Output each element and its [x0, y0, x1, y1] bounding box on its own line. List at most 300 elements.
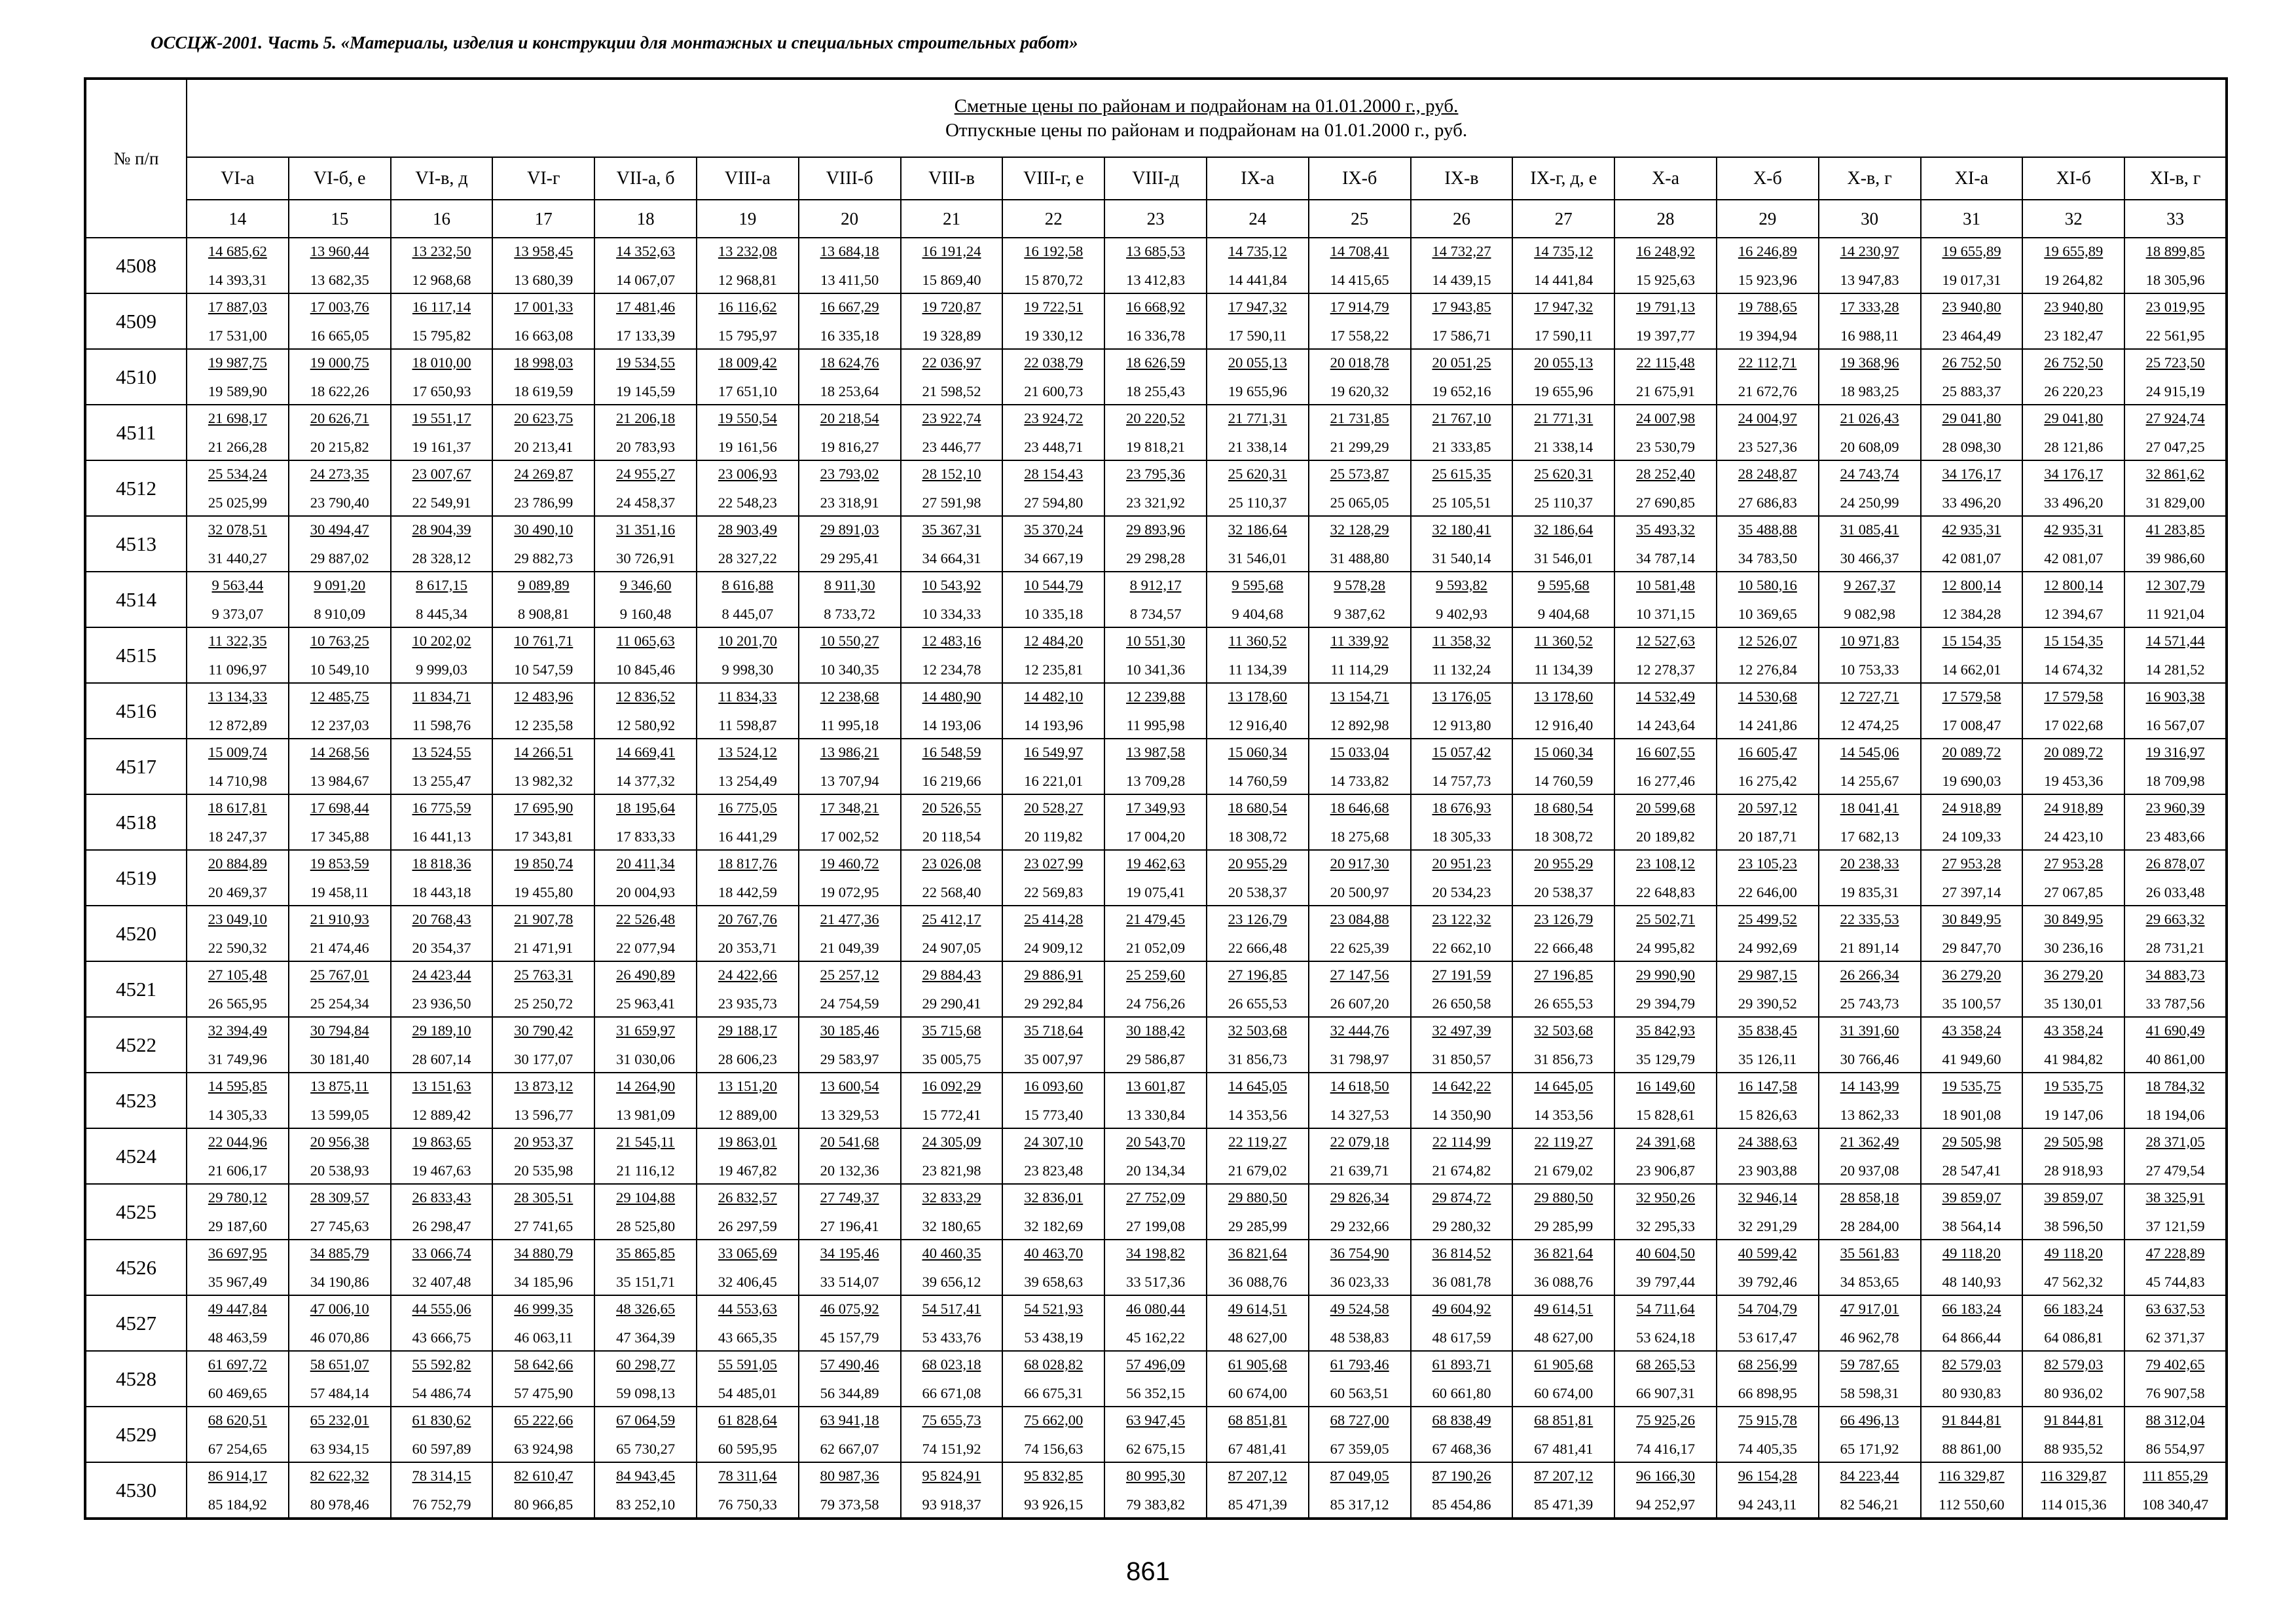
price-cell: [1309, 1240, 1411, 1295]
estimate-price: 27 749,37: [820, 1189, 879, 1206]
release-price: 22 590,32: [208, 939, 267, 956]
release-price: 30 766,46: [1840, 1050, 1899, 1067]
release-price: 29 285,99: [1534, 1217, 1594, 1234]
release-price: 20 004,93: [616, 883, 676, 900]
price-cell: [1819, 1017, 1921, 1073]
release-price: 82 546,21: [1840, 1496, 1899, 1513]
release-price: 18 443,18: [412, 883, 471, 900]
release-price: 13 411,50: [820, 271, 879, 288]
estimate-price: 17 914,79: [1330, 298, 1389, 315]
estimate-price: 32 836,01: [1024, 1189, 1084, 1206]
price-cell: [289, 627, 391, 683]
estimate-price: 13 987,58: [1126, 743, 1186, 760]
estimate-price: 46 075,92: [820, 1300, 879, 1317]
estimate-price: 9 578,28: [1334, 576, 1386, 593]
release-price: 28 525,80: [616, 1217, 676, 1234]
price-cell: [799, 572, 901, 627]
price-cell: [1614, 1073, 1717, 1128]
price-cell: [2022, 1462, 2124, 1519]
price-cell: [901, 906, 1003, 961]
price-cell: [1819, 906, 1921, 961]
release-price: 31 540,14: [1432, 549, 1491, 566]
table-row: [85, 1240, 2227, 1295]
price-cell: [2022, 460, 2124, 516]
estimate-price: 21 362,49: [1840, 1133, 1899, 1150]
estimate-price: 17 695,90: [514, 799, 574, 816]
release-price: 38 596,50: [2044, 1217, 2104, 1234]
price-cell: [2124, 961, 2227, 1017]
estimate-price: 46 999,35: [514, 1300, 574, 1317]
price-cell: [492, 850, 594, 906]
price-cell: [2124, 1462, 2227, 1519]
estimate-price: 32 861,62: [2145, 465, 2205, 482]
release-price: 17 022,68: [2044, 716, 2104, 733]
release-price: 30 181,40: [310, 1050, 369, 1067]
column-number: 30: [1819, 200, 1921, 238]
estimate-price: 46 080,44: [1126, 1300, 1186, 1317]
price-cell: [901, 961, 1003, 1017]
estimate-price: 14 595,85: [208, 1077, 267, 1094]
release-price: 60 674,00: [1534, 1384, 1594, 1401]
release-price: 19 690,03: [1942, 772, 2001, 789]
release-price: 14 760,59: [1228, 772, 1287, 789]
estimate-price: 24 305,09: [922, 1133, 981, 1150]
estimate-price: 84 223,44: [1840, 1467, 1899, 1484]
release-price: 16 219,66: [922, 772, 981, 789]
price-cell: [391, 1240, 493, 1295]
estimate-price: 33 065,69: [718, 1244, 777, 1261]
release-price: 24 915,19: [2145, 382, 2205, 399]
release-price: 22 077,94: [616, 939, 676, 956]
price-cell: [492, 238, 594, 293]
price-cell: [1207, 1017, 1309, 1073]
price-cell: [2124, 349, 2227, 405]
release-price: 14 757,73: [1432, 772, 1491, 789]
release-price: 20 535,98: [514, 1162, 574, 1179]
estimate-price: 35 488,88: [1738, 521, 1797, 538]
estimate-price: 91 844,81: [2044, 1411, 2104, 1428]
release-price: 29 586,87: [1126, 1050, 1186, 1067]
release-price: 31 546,01: [1228, 549, 1287, 566]
release-price: 19 397,77: [1636, 327, 1696, 344]
release-price: 12 384,28: [1942, 605, 2001, 622]
release-price: 24 250,99: [1840, 494, 1899, 511]
row-number: 4518: [85, 794, 187, 850]
release-price: 30 726,91: [616, 549, 676, 566]
release-price: 18 308,72: [1534, 828, 1594, 845]
column-number: 20: [799, 200, 901, 238]
price-cell: [187, 405, 289, 460]
release-price: 18 622,26: [310, 382, 369, 399]
price-cell: [1411, 516, 1513, 572]
estimate-price: 96 154,28: [1738, 1467, 1797, 1484]
release-price: 29 285,99: [1228, 1217, 1287, 1234]
release-price: 57 475,90: [514, 1384, 574, 1401]
price-cell: [1614, 293, 1717, 349]
release-price: 13 412,83: [1126, 271, 1186, 288]
estimate-price: 26 832,57: [718, 1189, 777, 1206]
release-price: 66 907,31: [1636, 1384, 1696, 1401]
estimate-price: 10 763,25: [310, 632, 369, 649]
estimate-price: 35 718,64: [1024, 1022, 1084, 1039]
release-price: 34 783,50: [1738, 549, 1797, 566]
estimate-price: 13 524,55: [412, 743, 471, 760]
estimate-price: 16 667,29: [820, 298, 879, 315]
estimate-price: 16 116,62: [718, 298, 777, 315]
estimate-price: 32 186,64: [1534, 521, 1594, 538]
estimate-price: 19 316,97: [2145, 743, 2205, 760]
release-price: 20 534,23: [1432, 883, 1491, 900]
estimate-price: 29 041,80: [1942, 409, 2001, 426]
price-cell: [391, 238, 493, 293]
release-price: 39 797,44: [1636, 1273, 1696, 1290]
estimate-price: 28 305,51: [514, 1189, 574, 1206]
release-price: 29 298,28: [1126, 549, 1186, 566]
price-cell: [1207, 349, 1309, 405]
price-cell: [391, 1184, 493, 1240]
price-cell: [1819, 460, 1921, 516]
price-cell: [187, 1351, 289, 1407]
estimate-price: 20 543,70: [1126, 1133, 1186, 1150]
price-cell: [492, 1073, 594, 1128]
release-price: 39 656,12: [922, 1273, 981, 1290]
release-price: 65 730,27: [616, 1440, 676, 1457]
release-price: 12 580,92: [616, 716, 676, 733]
estimate-price: 23 122,32: [1432, 910, 1491, 927]
release-price: 16 665,05: [310, 327, 369, 344]
price-cell: [1614, 1184, 1717, 1240]
region-header: VI-в, д: [391, 157, 493, 200]
price-cell: [492, 1407, 594, 1462]
release-price: 20 538,37: [1228, 883, 1287, 900]
price-cell: [1512, 850, 1614, 906]
release-price: 12 968,81: [718, 271, 777, 288]
release-price: 10 369,65: [1738, 605, 1797, 622]
price-cell: [1207, 794, 1309, 850]
release-price: 20 469,37: [208, 883, 267, 900]
release-price: 17 004,20: [1126, 828, 1186, 845]
release-price: 19 072,95: [820, 883, 879, 900]
release-price: 20 353,71: [718, 939, 777, 956]
release-price: 25 963,41: [616, 995, 676, 1012]
release-price: 13 862,33: [1840, 1106, 1899, 1123]
estimate-price: 27 196,85: [1534, 966, 1594, 983]
price-cell: [901, 627, 1003, 683]
estimate-price: 35 493,32: [1636, 521, 1696, 538]
release-price: 66 675,31: [1024, 1384, 1084, 1401]
release-price: 28 606,23: [718, 1050, 777, 1067]
estimate-price: 34 883,73: [2145, 966, 2205, 983]
release-price: 19 017,31: [1942, 271, 2001, 288]
release-price: 80 930,83: [1942, 1384, 2001, 1401]
release-price: 21 891,14: [1840, 939, 1899, 956]
estimate-price: 16 093,60: [1024, 1077, 1084, 1094]
estimate-price: 12 238,68: [820, 688, 879, 705]
table-row: [85, 1073, 2227, 1128]
price-cell: [289, 572, 391, 627]
price-cell: [289, 850, 391, 906]
release-price: 8 908,81: [517, 605, 570, 622]
release-price: 12 913,80: [1432, 716, 1491, 733]
release-price: 27 591,98: [922, 494, 981, 511]
price-cell: [594, 739, 697, 794]
estimate-price: 16 775,05: [718, 799, 777, 816]
price-cell: [1512, 961, 1614, 1017]
estimate-price: 43 358,24: [2044, 1022, 2104, 1039]
estimate-price: 29 880,50: [1534, 1189, 1594, 1206]
price-cell: [492, 1462, 594, 1519]
release-price: 20 132,36: [820, 1162, 879, 1179]
release-price: 14 710,98: [208, 772, 267, 789]
estimate-price: 65 232,01: [310, 1411, 369, 1428]
table-row: [85, 1462, 2227, 1519]
estimate-price: 19 655,89: [2044, 242, 2104, 259]
region-header: VII-а, б: [594, 157, 697, 200]
price-cell: [1104, 293, 1207, 349]
estimate-price: 75 662,00: [1024, 1411, 1084, 1428]
table-row: [85, 293, 2227, 349]
estimate-price: 22 119,27: [1228, 1133, 1287, 1150]
release-price: 21 116,12: [616, 1162, 675, 1179]
release-price: 48 463,59: [208, 1329, 267, 1346]
release-price: 29 394,79: [1636, 995, 1696, 1012]
estimate-price: 116 329,87: [1939, 1467, 2005, 1484]
release-price: 9 082,98: [1844, 605, 1896, 622]
price-cell: [799, 1128, 901, 1184]
release-price: 14 439,15: [1432, 271, 1491, 288]
estimate-price: 24 269,87: [514, 465, 574, 482]
release-price: 19 816,27: [820, 438, 879, 455]
release-price: 26 655,53: [1228, 995, 1287, 1012]
estimate-price: 21 026,43: [1840, 409, 1899, 426]
release-price: 31 030,06: [616, 1050, 676, 1067]
estimate-price: 19 722,51: [1024, 298, 1084, 315]
estimate-price: 17 579,58: [2044, 688, 2104, 705]
estimate-price: 14 669,41: [616, 743, 676, 760]
price-cell: [289, 1351, 391, 1407]
column-number: 27: [1512, 200, 1614, 238]
estimate-price: 25 573,87: [1330, 465, 1389, 482]
price-cell: [901, 794, 1003, 850]
release-price: 17 343,81: [514, 828, 574, 845]
price-cell: [391, 349, 493, 405]
release-price: 22 666,48: [1228, 939, 1287, 956]
price-cell: [391, 961, 493, 1017]
estimate-price: 47 917,01: [1840, 1300, 1899, 1317]
price-cell: [799, 238, 901, 293]
release-price: 10 340,35: [820, 661, 879, 678]
price-cell: [594, 1295, 697, 1351]
estimate-price: 20 541,68: [820, 1133, 879, 1150]
region-header: VI-г: [492, 157, 594, 200]
column-number: 29: [1717, 200, 1819, 238]
estimate-price: 22 079,18: [1330, 1133, 1389, 1150]
estimate-price: 15 154,35: [1942, 632, 2001, 649]
row-number: 4526: [85, 1240, 187, 1295]
estimate-price: 29 880,50: [1228, 1189, 1287, 1206]
release-price: 60 469,65: [208, 1384, 267, 1401]
release-price: 27 199,08: [1126, 1217, 1186, 1234]
price-cell: [1411, 460, 1513, 516]
release-price: 35 151,71: [616, 1273, 676, 1290]
price-cell: [1921, 460, 2023, 516]
release-price: 12 916,40: [1534, 716, 1594, 733]
estimate-price: 47 006,10: [310, 1300, 369, 1317]
release-price: 29 882,73: [514, 549, 574, 566]
estimate-price: 49 118,20: [1942, 1244, 2001, 1261]
price-cell: [1411, 405, 1513, 460]
release-price: 23 318,91: [820, 494, 879, 511]
price-cell: [901, 1351, 1003, 1407]
estimate-price: 95 824,91: [922, 1467, 981, 1484]
price-cell: [1207, 850, 1309, 906]
release-price: 22 662,10: [1432, 939, 1491, 956]
release-price: 24 992,69: [1738, 939, 1797, 956]
estimate-price: 10 202,02: [412, 632, 471, 649]
price-cell: [1921, 293, 2023, 349]
price-cell: [289, 794, 391, 850]
price-cell: [1309, 1407, 1411, 1462]
estimate-price: 32 497,39: [1432, 1022, 1491, 1039]
release-price: 18 253,64: [820, 382, 879, 399]
release-price: 33 514,07: [820, 1273, 879, 1290]
release-price: 88 935,52: [2044, 1440, 2104, 1457]
release-price: 20 187,71: [1738, 828, 1797, 845]
price-cell: [594, 238, 697, 293]
release-price: 25 065,05: [1330, 494, 1389, 511]
estimate-price: 32 950,26: [1636, 1189, 1696, 1206]
table-row: [85, 794, 2227, 850]
estimate-price: 55 592,82: [412, 1356, 471, 1373]
release-price: 20 500,97: [1330, 883, 1389, 900]
price-cell: [1614, 460, 1717, 516]
estimate-price: 25 763,31: [514, 966, 574, 983]
price-cell: [1614, 1128, 1717, 1184]
price-cell: [2022, 739, 2124, 794]
estimate-price: 29 990,90: [1636, 966, 1696, 983]
price-cell: [901, 460, 1003, 516]
price-cell: [289, 1184, 391, 1240]
estimate-price: 11 834,71: [412, 688, 471, 705]
release-price: 19 453,36: [2044, 772, 2104, 789]
release-price: 114 015,36: [2041, 1496, 2107, 1513]
price-cell: [1207, 627, 1309, 683]
release-price: 35 005,75: [922, 1050, 981, 1067]
release-price: 21 338,14: [1228, 438, 1287, 455]
release-price: 10 549,10: [310, 661, 369, 678]
release-price: 11 134,39: [1228, 661, 1287, 678]
estimate-price: 21 206,18: [616, 409, 676, 426]
price-cell: [1921, 238, 2023, 293]
estimate-price: 9 089,89: [517, 576, 570, 593]
release-price: 24 109,33: [1942, 828, 2001, 845]
release-price: 16 335,18: [820, 327, 879, 344]
estimate-price: 14 645,05: [1534, 1077, 1594, 1094]
release-price: 22 666,48: [1534, 939, 1594, 956]
price-cell: [901, 516, 1003, 572]
release-price: 39 986,60: [2145, 549, 2205, 566]
estimate-price: 9 346,60: [619, 576, 672, 593]
release-price: 13 254,49: [718, 772, 777, 789]
table-row: [85, 1184, 2227, 1240]
estimate-price: 10 761,71: [514, 632, 574, 649]
estimate-price: 27 105,48: [208, 966, 267, 983]
estimate-price: 25 620,31: [1228, 465, 1287, 482]
release-price: 9 160,48: [619, 605, 672, 622]
price-cell: [391, 516, 493, 572]
column-number: 14: [187, 200, 289, 238]
price-cell: [2022, 850, 2124, 906]
release-price: 12 235,58: [514, 716, 574, 733]
estimate-price: 21 698,17: [208, 409, 267, 426]
price-cell: [1207, 1295, 1309, 1351]
estimate-price: 65 222,66: [514, 1411, 574, 1428]
release-price: 80 936,02: [2044, 1384, 2104, 1401]
price-cell: [1819, 1295, 1921, 1351]
estimate-price: 29 104,88: [616, 1189, 676, 1206]
estimate-price: 47 228,89: [2145, 1244, 2205, 1261]
release-price: 9 373,07: [211, 605, 264, 622]
estimate-price: 25 767,01: [310, 966, 369, 983]
estimate-price: 24 918,89: [1942, 799, 2001, 816]
release-price: 26 607,20: [1330, 995, 1389, 1012]
release-price: 8 734,57: [1129, 605, 1182, 622]
release-price: 14 441,84: [1534, 271, 1594, 288]
estimate-price: 30 494,47: [310, 521, 369, 538]
estimate-price: 19 655,89: [1942, 242, 2001, 259]
estimate-price: 61 697,72: [208, 1356, 267, 1373]
release-price: 46 070,86: [310, 1329, 369, 1346]
row-number: 4523: [85, 1073, 187, 1128]
estimate-price: 26 833,43: [412, 1189, 471, 1206]
estimate-price: 20 597,12: [1738, 799, 1797, 816]
price-cell: [901, 1407, 1003, 1462]
price-cell: [1207, 683, 1309, 739]
price-cell: [594, 794, 697, 850]
release-price: 30 177,07: [514, 1050, 574, 1067]
price-cell: [1411, 1462, 1513, 1519]
release-price: 14 255,67: [1840, 772, 1899, 789]
release-price: 35 100,57: [1942, 995, 2001, 1012]
price-cell: [901, 1295, 1003, 1351]
price-cell: [492, 516, 594, 572]
estimate-price: 24 307,10: [1024, 1133, 1084, 1150]
estimate-price: 17 947,32: [1534, 298, 1594, 315]
estimate-price: 13 960,44: [310, 242, 369, 259]
estimate-price: 18 617,81: [208, 799, 267, 816]
price-cell: [901, 405, 1003, 460]
release-price: 34 190,86: [310, 1273, 369, 1290]
price-cell: [391, 627, 493, 683]
estimate-price: 95 832,85: [1024, 1467, 1084, 1484]
estimate-price: 18 817,76: [718, 855, 777, 872]
price-cell: [1002, 293, 1104, 349]
estimate-price: 14 530,68: [1738, 688, 1797, 705]
price-cell: [1104, 1184, 1207, 1240]
release-price: 79 383,82: [1126, 1496, 1186, 1513]
release-price: 76 907,58: [2145, 1384, 2205, 1401]
estimate-price: 32 833,29: [922, 1189, 981, 1206]
price-cell: [697, 906, 799, 961]
estimate-price: 32 503,68: [1228, 1022, 1287, 1039]
table-row: [85, 850, 2227, 906]
price-cell: [1819, 739, 1921, 794]
release-price: 15 869,40: [922, 271, 981, 288]
price-cell: [289, 683, 391, 739]
price-cell: [1411, 1240, 1513, 1295]
price-cell: [187, 572, 289, 627]
release-price: 25 105,51: [1432, 494, 1491, 511]
